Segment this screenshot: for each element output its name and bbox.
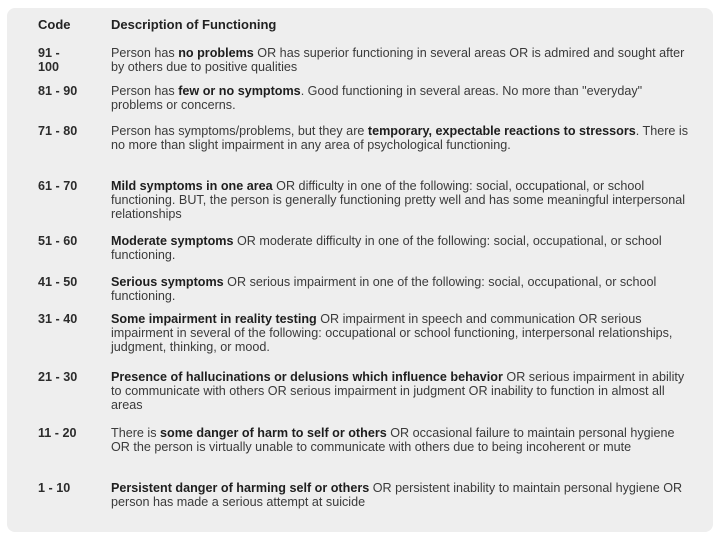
- row-description: Mild symptoms in one area OR difficulty in one of the following: social, occupational, or school functioning. BUT, the person is generally functioning pretty well and has some meaningful interpersonal relationships: [111, 179, 686, 222]
- row-description: Some impairment in reality testing OR impairment in speech and communication OR serious impairment in several of the following: occupational or school functioning, interpersonal relationships, judgment, thinking, or mood.: [111, 312, 673, 355]
- row-code: 21 - 30: [38, 370, 78, 384]
- row-description: Person has symptoms/problems, but they are temporary, expectable reactions to stressors. There is no more than slight impairment in any area of psychological functioning.: [111, 124, 689, 153]
- row-code: 31 - 40: [38, 312, 78, 326]
- row-description: Serious symptoms OR serious impairment in one of the following: social, occupational, or school functioning.: [111, 275, 657, 304]
- row-code: 51 - 60: [38, 234, 78, 248]
- row-description: Person has no problems OR has superior functioning in several areas OR is admired and sought after by others due to positive qualities: [111, 46, 685, 75]
- row-code: 11 - 20: [38, 426, 77, 440]
- emphasized-text: Some impairment in reality testing: [111, 312, 317, 326]
- row-description: Presence of hallucinations or delusions which influence behavior OR serious impairment in ability to communicate with others OR serious impairment in judgment OR inability to function in almost all areas: [111, 370, 685, 413]
- emphasized-text: Presence of hallucinations or delusions which influence behavior: [111, 370, 503, 384]
- emphasized-text: some danger of harm to self or others: [160, 426, 387, 440]
- row-code: 71 - 80: [38, 124, 78, 138]
- emphasized-text: Mild symptoms in one area: [111, 179, 273, 193]
- row-code: 61 - 70: [38, 179, 78, 193]
- description-column-header: Description of Functioning: [111, 17, 277, 32]
- row-description: There is some danger of harm to self or others OR occasional failure to maintain personal hygiene OR the person is virtually unable to communicate with others due to being incoherent or mute: [111, 426, 675, 455]
- row-code: 91 - 100: [38, 46, 60, 75]
- emphasized-text: temporary, expectable reactions to stressors: [367, 124, 636, 138]
- row-code: 81 - 90: [38, 84, 78, 98]
- row-description: Persistent danger of harming self or others OR persistent inability to maintain personal hygiene OR person has made a serious attempt at suicide: [111, 481, 683, 510]
- emphasized-text: no problems: [178, 46, 254, 60]
- emphasized-text: Serious symptoms: [111, 275, 224, 289]
- row-description: Person has few or no symptoms. Good functioning in several areas. No more than "everyday" problems or concerns.: [111, 84, 643, 113]
- emphasized-text: Persistent danger of harming self or others: [111, 481, 370, 495]
- row-code: 1 - 10: [38, 481, 71, 495]
- row-description: Moderate symptoms OR moderate difficulty in one of the following: social, occupational, or school functioning.: [111, 234, 662, 263]
- emphasized-text: Moderate symptoms: [111, 234, 234, 248]
- row-code: 41 - 50: [38, 275, 78, 289]
- emphasized-text: few or no symptoms: [178, 84, 301, 98]
- code-column-header: Code: [38, 17, 71, 32]
